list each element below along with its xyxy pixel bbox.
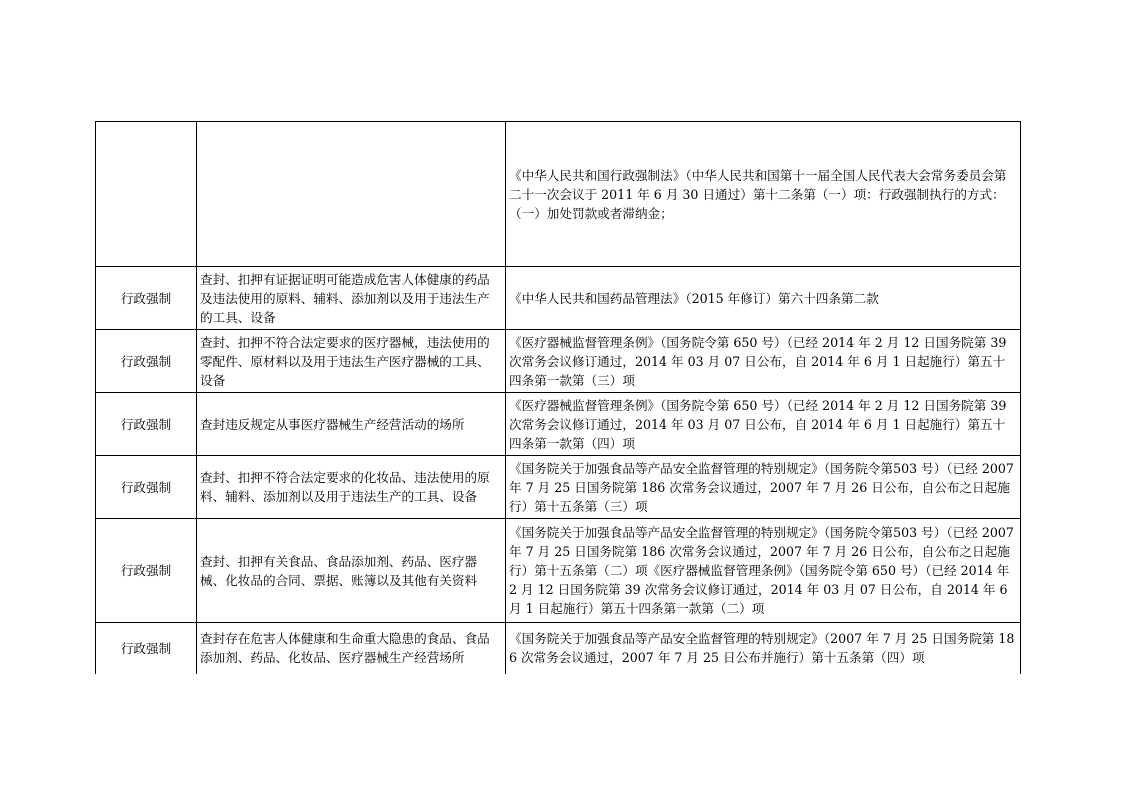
basis-cell: 《国务院关于加强食品等产品安全监督管理的特别规定》（国务院令第503 号）（已经 2007 年 7 月 25 日国务院第 186 次常务会议通过，2007 年 7 月 26 日公布，自公布之日起施行）第十五条第（二）项《医疗器械监督管理条例》（国务院令第 650 号）（已经 2014 年 2 月 12 日国务院第 39 次常务会议修订通过，2014 年 03 月 07 日公布，自 2014 年 6 月 1 日起施行）第五十四条第一款第（二）项 [506,519,1021,623]
basis-cell: 《中华人民共和国行政强制法》（中华人民共和国第十一届全国人民代表大会常务委员会第二十一次会议于 2011 年 6 月 30 日通过）第十二条第（一）项：行政强制执行的方式：（一）加处罚款或者滞纳金； [506,122,1021,267]
type-cell: 行政强制 [96,623,197,674]
table-row [96,267,1021,330]
item-cell: 查封、扣押有关食品、食品添加剂、药品、医疗器械、化妆品的合同、票据、账簿以及其他有关资料 [197,519,506,623]
basis-cell: 《国务院关于加强食品等产品安全监督管理的特别规定》（2007 年 7 月 25 日国务院第 186 次常务会议通过，2007 年 7 月 25 日公布并施行）第十五条第（四）项 [506,623,1021,674]
item-cell: 查封违反规定从事医疗器械生产经营活动的场所 [197,393,506,456]
item-cell: 查封、扣押有证据证明可能造成危害人体健康的药品及违法使用的原料、辅料、添加剂以及用于违法生产的工具、设备 [197,267,506,330]
basis-cell: 《国务院关于加强食品等产品安全监督管理的特别规定》（国务院令第503 号）（已经 2007 年 7 月 25 日国务院第 186 次常务会议通过，2007 年 7 月 26 日公布，自公布之日起施行）第十五条第（三）项 [506,456,1021,519]
type-cell: 行政强制 [96,267,197,330]
type-cell: 行政强制 [96,330,197,393]
table-row [96,623,1021,674]
table-row [96,519,1021,623]
type-cell: 行政强制 [96,393,197,456]
basis-cell: 《中华人民共和国药品管理法》（2015 年修订）第六十四条第二款 [506,267,1021,330]
type-cell: 行政强制 [96,519,197,623]
table-row [96,393,1021,456]
item-cell [197,122,506,267]
item-cell: 查封、扣押不符合法定要求的医疗器械，违法使用的零配件、原材料以及用于违法生产医疗器械的工具、设备 [197,330,506,393]
table-row [96,330,1021,393]
item-cell: 查封存在危害人体健康和生命重大隐患的食品、食品添加剂、药品、化妆品、医疗器械生产经营场所 [197,623,506,674]
basis-cell: 《医疗器械监督管理条例》（国务院令第 650 号）（已经 2014 年 2 月 12 日国务院第 39 次常务会议修订通过，2014 年 03 月 07 日公布，自 2014 年 6 月 1 日起施行）第五十四条第一款第（三）项 [506,330,1021,393]
basis-cell: 《医疗器械监督管理条例》（国务院令第 650 号）（已经 2014 年 2 月 12 日国务院第 39 次常务会议修订通过，2014 年 03 月 07 日公布，自 2014 年 6 月 1 日起施行）第五十四条第一款第（四）项 [506,393,1021,456]
item-cell: 查封、扣押不符合法定要求的化妆品、违法使用的原料、辅料、添加剂以及用于违法生产的工具、设备 [197,456,506,519]
type-cell [96,122,197,267]
table-row [96,122,1021,267]
regulation-table [95,121,1021,674]
table-row [96,456,1021,519]
type-cell: 行政强制 [96,456,197,519]
